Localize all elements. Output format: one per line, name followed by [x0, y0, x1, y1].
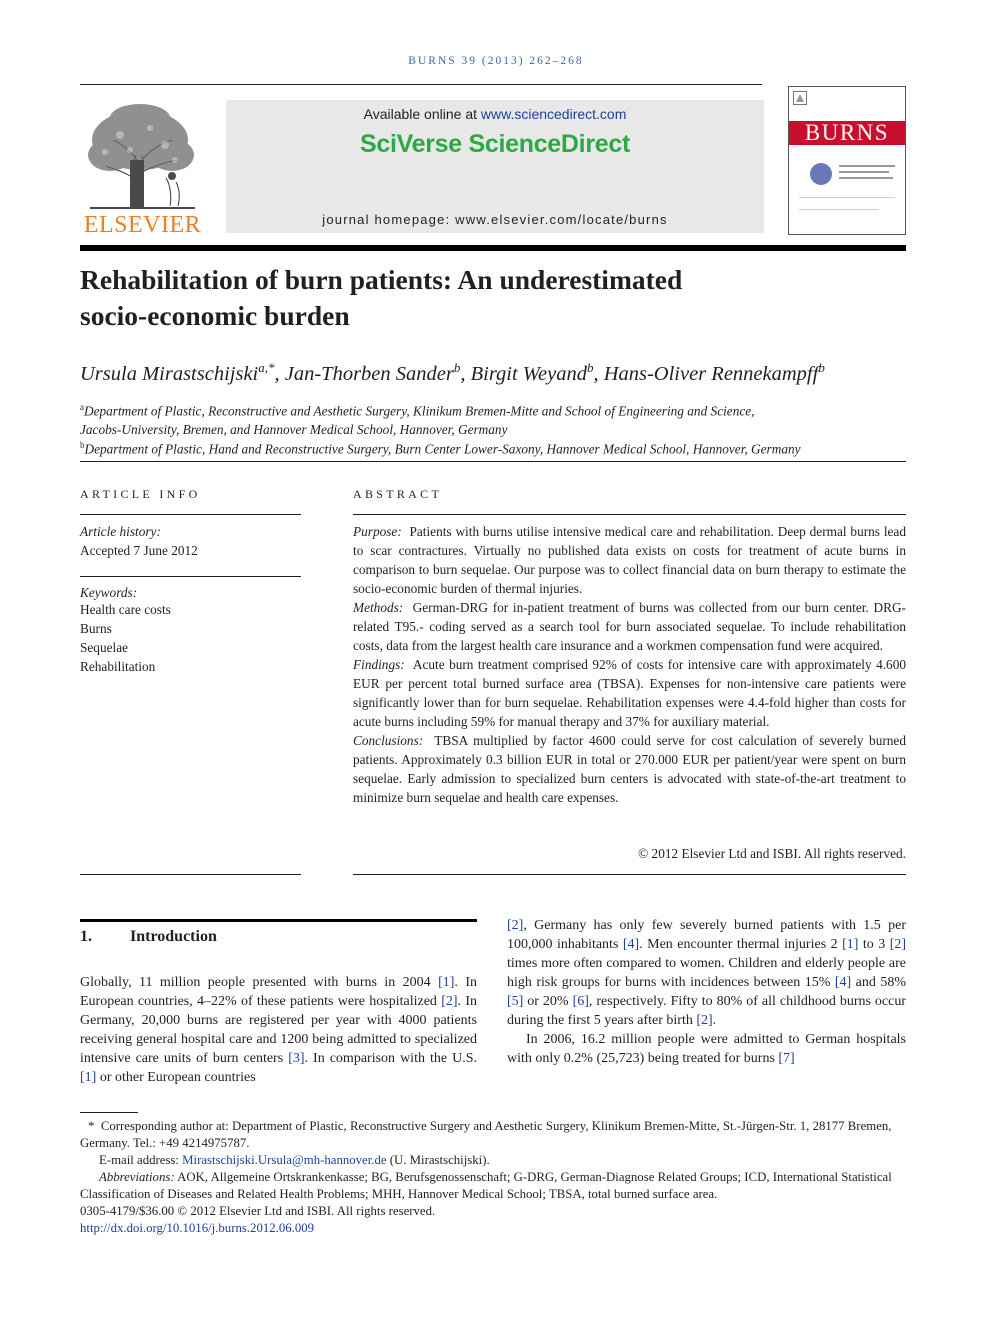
- reference-link[interactable]: [2]: [696, 1013, 713, 1028]
- abstract-conclusions: [353, 731, 906, 807]
- abstract-section-text: Patients with burns utilise intensive medical care and rehabilitation. Deep dermal burns lead to scar contractures. Virtually no published data exists on costs for treatment of acute burns in comparison to burn sequelae. Our purpose was to collect financial data on burn therapy to estimate the socio-economic burden of thermal injuries.: [353, 524, 906, 596]
- paragraph-text: and 58%: [851, 975, 906, 990]
- article-info-heading: ARTICLE INFO: [80, 487, 201, 501]
- email-suffix: (U. Mirastschijski).: [386, 1153, 490, 1167]
- email-label: E-mail address:: [99, 1153, 183, 1167]
- paragraph-text: . In comparison with the U.S.: [304, 1051, 477, 1066]
- doi-link[interactable]: http://dx.doi.org/10.1016/j.burns.2012.06.009: [80, 1221, 315, 1235]
- reference-link[interactable]: [1]: [842, 937, 859, 952]
- abstract-section-label: Findings:: [353, 657, 405, 672]
- paragraph-text: . In European countries, 4–22% of these patients were hospitalized: [80, 975, 477, 1009]
- affiliation-a: [80, 398, 906, 439]
- author-email-link[interactable]: Mirastschijski.Ursula@mh-hannover.de: [182, 1153, 387, 1167]
- issn-line: 0305-4179/$36.00 © 2012 Elsevier Ltd and ISBI. All rights reserved.: [80, 1204, 436, 1218]
- abstract-findings: [353, 655, 906, 731]
- reference-link[interactable]: [7]: [778, 1051, 795, 1066]
- author-affil-mark[interactable]: b: [586, 360, 594, 375]
- abstract-rule: [353, 514, 906, 515]
- abstract-section-text: Acute burn treatment comprised 92% of costs for intensive care with approximately 4.600 EUR per percent total burned surface area (TBSA). Expenses for non-intensive care patients were significantly lower than for burn sequelae. Rehabilitation expenses were 4.4-fold higher than costs for acute burns including 59% for manual therapy and 37% for auxiliary material.: [353, 657, 907, 729]
- available-online-prefix: Available online at: [363, 106, 481, 122]
- abstract-section-label: Conclusions:: [353, 733, 424, 748]
- paragraph-text: , respectively. Fifty to 80% of all childhood burns occur during the first 5 years after birth: [507, 994, 907, 1028]
- accepted-date: Accepted 7 June 2012: [80, 543, 198, 558]
- header-thick-rule: [80, 245, 906, 251]
- author-name[interactable]: Birgit Weyand: [470, 362, 587, 385]
- affiliation-text: Department of Plastic, Reconstructive and Aesthetic Surgery, Klinikum Bremen-Mitte and School of Engineering and Science,: [84, 403, 755, 419]
- section-title: Introduction: [130, 928, 217, 945]
- footnote-rule: [80, 1112, 138, 1113]
- reference-link[interactable]: [2]: [441, 994, 458, 1009]
- journal-cover-thumbnail: [788, 86, 906, 235]
- abstract-heading: ABSTRACT: [353, 487, 443, 501]
- author-affil-mark[interactable]: b: [818, 360, 825, 375]
- abstract-section-label: Purpose:: [353, 524, 402, 539]
- intro-paragraph: [507, 916, 906, 1030]
- abbreviations-label: Abbreviations:: [99, 1170, 175, 1184]
- reference-link[interactable]: [4]: [622, 937, 640, 952]
- abstract-purpose: [353, 522, 906, 598]
- journal-homepage[interactable]: journal homepage: www.elsevier.com/locate/burns: [322, 212, 668, 227]
- affiliation-text: Department of Plastic, Hand and Reconstructive Surgery, Burn Center Lower-Saxony, Hannover Medical School, Hannover, Germany: [84, 441, 801, 457]
- abstract-section-text: TBSA multiplied by factor 4600 could serve for cost calculation of severely burned patients. Approximately 0.3 billion EUR in total or 270.000 EUR per patient/year were spent on burn sequelae. Early admission to specialized burn centers is advocated with state-of-the-art treatment to minimize burn sequelae and health care expenses.: [353, 733, 906, 805]
- paragraph-text: , Germany has only few severely burned patients with 1.5 per 100,000 inhabitants: [507, 918, 906, 952]
- reference-link[interactable]: [2]: [507, 918, 524, 933]
- affiliation-text: Jacobs-University, Bremen, and Hannover Medical School, Hannover, Germany: [80, 422, 508, 438]
- abbreviations-text: AOK, Allgemeine Ortskrankenkasse; BG, Berufsgenossenschaft; G-DRG, German-Diagnose Related Groups; ICD, International Statistical Classification of Diseases and Related Health Problems; MHH, Hannover Medical School; TBSA, total burned surface area.: [80, 1170, 892, 1201]
- keyword-item: Sequelae: [80, 640, 128, 655]
- intro-heading-rule: [80, 919, 477, 922]
- paragraph-text: times more often compared to women. Children and elderly people are high risk groups for burns with incidences between 15%: [507, 956, 906, 990]
- author-name[interactable]: Ursula Mirastschijski: [80, 362, 259, 385]
- paragraph-text: to 3: [858, 937, 890, 952]
- article-title: [80, 262, 906, 334]
- abstract-section-label: Methods:: [353, 600, 404, 615]
- paragraph-text: or other European countries: [96, 1070, 256, 1085]
- paragraph-text: .: [712, 1013, 717, 1028]
- email-note: [80, 1152, 906, 1169]
- reference-link[interactable]: [4]: [834, 975, 852, 990]
- section-number: 1.: [80, 928, 92, 945]
- footnote-star: *: [88, 1119, 95, 1133]
- cover-line: [799, 197, 895, 198]
- abstract-body: [353, 522, 906, 807]
- article-history-label: Article history:: [80, 524, 161, 539]
- abbreviations-note: [80, 1169, 906, 1203]
- paragraph-text: . Men encounter thermal injuries 2: [639, 937, 843, 952]
- keywords-label: Keywords:: [80, 585, 138, 600]
- intro-paragraph: [80, 973, 477, 1087]
- abstract-bottom-rule: [353, 874, 906, 875]
- abstract-section-text: German-DRG for in-patient treatment of burns was collected from our burn center. DRG-related T95.- coding served as a search tool for burn associated sequelae. To include rehabilitation costs, data from the largest health care insurance and a workmen compensation fund were acquired.: [353, 600, 906, 653]
- author-separator: ,: [593, 362, 604, 385]
- author-affil-mark[interactable]: a,*: [258, 360, 275, 375]
- author-separator: ,: [460, 362, 471, 385]
- keyword-item: Health care costs: [80, 602, 171, 617]
- keyword-item: Burns: [80, 621, 112, 636]
- running-head: BURNS 39 (2013) 262–268: [408, 55, 584, 67]
- affiliation-b: [80, 436, 906, 458]
- title-line-2: socio-economic burden: [80, 300, 350, 331]
- keyword-item: Rehabilitation: [80, 659, 156, 674]
- affiliation-mark: b: [80, 440, 85, 450]
- sciverse-sciencedirect-logo: SciVerse ScienceDirect: [360, 130, 630, 158]
- article-info-bottom-rule: [80, 874, 301, 875]
- cover-emblem: [799, 159, 899, 189]
- corresponding-author-text: Corresponding author at: Department of Plastic, Reconstructive Surgery and Aesthetic Surgery, Klinikum Bremen-Mitte, St.-Jürgen-Str. 1, 28177 Bremen, Germany. Tel.: +49 4214975787.: [80, 1119, 892, 1150]
- reference-link[interactable]: [1]: [438, 975, 455, 990]
- affiliation-rule: [80, 461, 906, 462]
- keywords-rule: [80, 576, 301, 577]
- paragraph-text: or 20%: [523, 994, 573, 1009]
- author-name[interactable]: Hans-Oliver Rennekampff: [603, 362, 819, 385]
- intro-right-column: [507, 916, 906, 1068]
- author-name[interactable]: Jan-Thorben Sander: [284, 362, 454, 385]
- sciencedirect-link[interactable]: www.sciencedirect.com: [480, 106, 627, 122]
- title-line-1: Rehabilitation of burn patients: An underestimated: [80, 264, 683, 295]
- abstract-copyright: © 2012 Elsevier Ltd and ISBI. All rights reserved.: [638, 846, 906, 861]
- elsevier-wordmark: ELSEVIER: [83, 212, 202, 238]
- cover-title: BURNS: [804, 120, 890, 145]
- reference-link[interactable]: [5]: [507, 994, 524, 1009]
- affiliation-mark: a: [80, 402, 84, 412]
- paragraph-text: Globally, 11 million people presented with burns in 2004: [80, 975, 439, 990]
- corresponding-author-note: [80, 1118, 906, 1152]
- abstract-methods: [353, 598, 906, 655]
- header-top-rule: [80, 84, 762, 85]
- intro-paragraph: [507, 1030, 906, 1068]
- cover-line: [799, 209, 879, 210]
- author-affil-mark[interactable]: b: [453, 360, 461, 375]
- paragraph-text: In 2006, 16.2 million people were admitted to German hospitals with only 0.2% (25,723) being treated for burns: [507, 1032, 906, 1066]
- intro-left-column: [80, 973, 477, 1087]
- available-online: [226, 106, 764, 122]
- reference-link[interactable]: [6]: [572, 994, 589, 1009]
- author-list: [80, 360, 906, 386]
- publisher-mini-logo: [793, 91, 807, 105]
- author-separator: ,: [274, 362, 285, 385]
- article-info-rule: [80, 514, 301, 515]
- reference-link[interactable]: [2]: [889, 937, 907, 952]
- reference-link[interactable]: [1]: [80, 1070, 97, 1085]
- paragraph-text: . In Germany, 20,000 burns are registered per year with 4000 patients receiving general hospital care and 1200 being admitted to specialized intensive care units of burn centers: [80, 994, 477, 1066]
- reference-link[interactable]: [3]: [288, 1051, 305, 1066]
- footnotes: [80, 1118, 906, 1237]
